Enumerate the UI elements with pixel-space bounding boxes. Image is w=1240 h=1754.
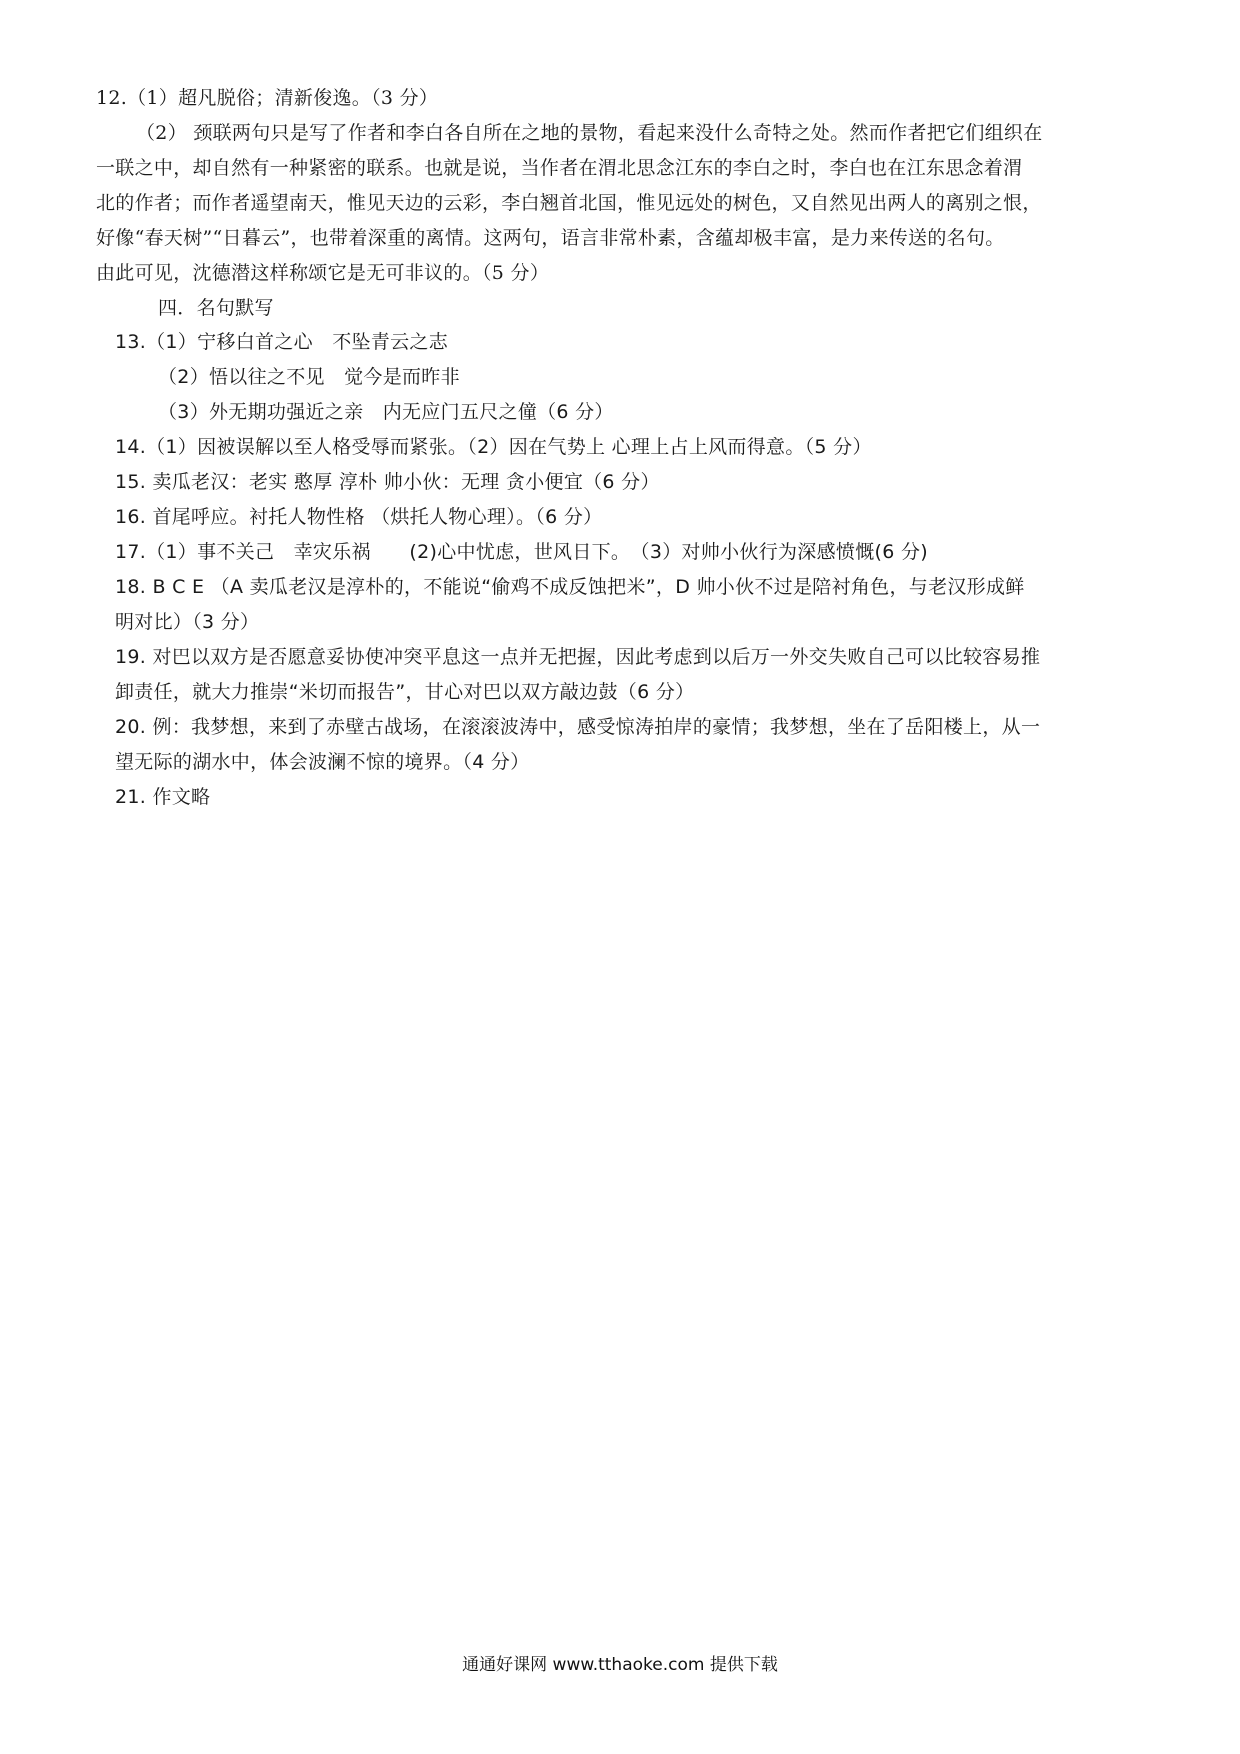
answer-13-1: 13.（1）宁移白首之心 不坠青云之志 <box>115 331 449 353</box>
answer-13-2: （2）悟以往之不见 觉今是而昨非 <box>158 366 460 388</box>
answer-12-2-line-4: 好像“春天树”“日暮云”，也带着深重的离情。这两句，语言非常朴素，含蕴却极丰富，是力来传送的名句。 <box>96 227 1005 249</box>
answer-18-line-1: 18. B C E （A 卖瓜老汉是淳朴的，不能说“偷鸡不成反蚀把米”，D 帅小伙不过是陪衬角色，与老汉形成鲜 <box>115 576 1025 598</box>
answer-13-3: （3）外无期功强近之亲 内无应门五尺之僮（6 分） <box>158 401 614 423</box>
section-heading: 四．名句默写 <box>158 297 274 319</box>
answer-12-2-line-5: 由此可见，沈德潜这样称颂它是无可非议的。（5 分） <box>96 262 550 284</box>
answer-16: 16. 首尾呼应。衬托人物性格 （烘托人物心理）。（6 分） <box>115 506 603 528</box>
answer-20-line-2: 望无际的湖水中，体会波澜不惊的境界。（4 分） <box>115 751 530 773</box>
answer-14: 14.（1）因被误解以至人格受辱而紧张。（2）因在气势上 心理上占上风而得意。（5 分） <box>115 436 872 458</box>
answer-20-line-1: 20. 例：我梦想，来到了赤壁古战场，在滚滚波涛中，感受惊涛拍岸的豪情；我梦想，坐在了岳阳楼上，从一 <box>115 716 1041 738</box>
answer-17: 17.（1）事不关己 幸灾乐祸 (2)心中忧虑，世风日下。 （3）对帅小伙行为深感愤慨(6 分) <box>115 541 928 563</box>
answer-12-2-line-1: （2） 颈联两句只是写了作者和李白各自所在之地的景物，看起来没什么奇特之处。然而作者把它们组织在 <box>136 122 1043 144</box>
page-footer: 通通好课网 www.tthaoke.com 提供下载 <box>462 1655 778 1675</box>
answer-12-2-line-2: 一联之中，却自然有一种紧密的联系。也就是说，当作者在渭北思念江东的李白之时，李白也在江东思念着渭 <box>96 157 1023 179</box>
answer-19-line-2: 卸责任，就大力推崇“米切而报告”，甘心对巴以双方敲边鼓（6 分） <box>115 681 695 703</box>
answer-19-line-1: 19. 对巴以双方是否愿意妥协使冲突平息这一点并无把握，因此考虑到以后万一外交失败自己可以比较容易推 <box>115 646 1041 668</box>
answer-12-1: 12.（1）超凡脱俗；清新俊逸。（3 分） <box>96 87 439 109</box>
answer-21: 21. 作文略 <box>115 786 211 808</box>
answer-12-2-line-3: 北的作者；而作者遥望南天，惟见天边的云彩，李白翘首北国，惟见远处的树色，又自然见出两人的离别之恨， <box>96 192 1042 214</box>
answer-15: 15. 卖瓜老汉：老实 憨厚 淳朴 帅小伙：无理 贪小便宜（6 分） <box>115 471 660 493</box>
answer-18-line-2: 明对比）（3 分） <box>115 611 260 633</box>
